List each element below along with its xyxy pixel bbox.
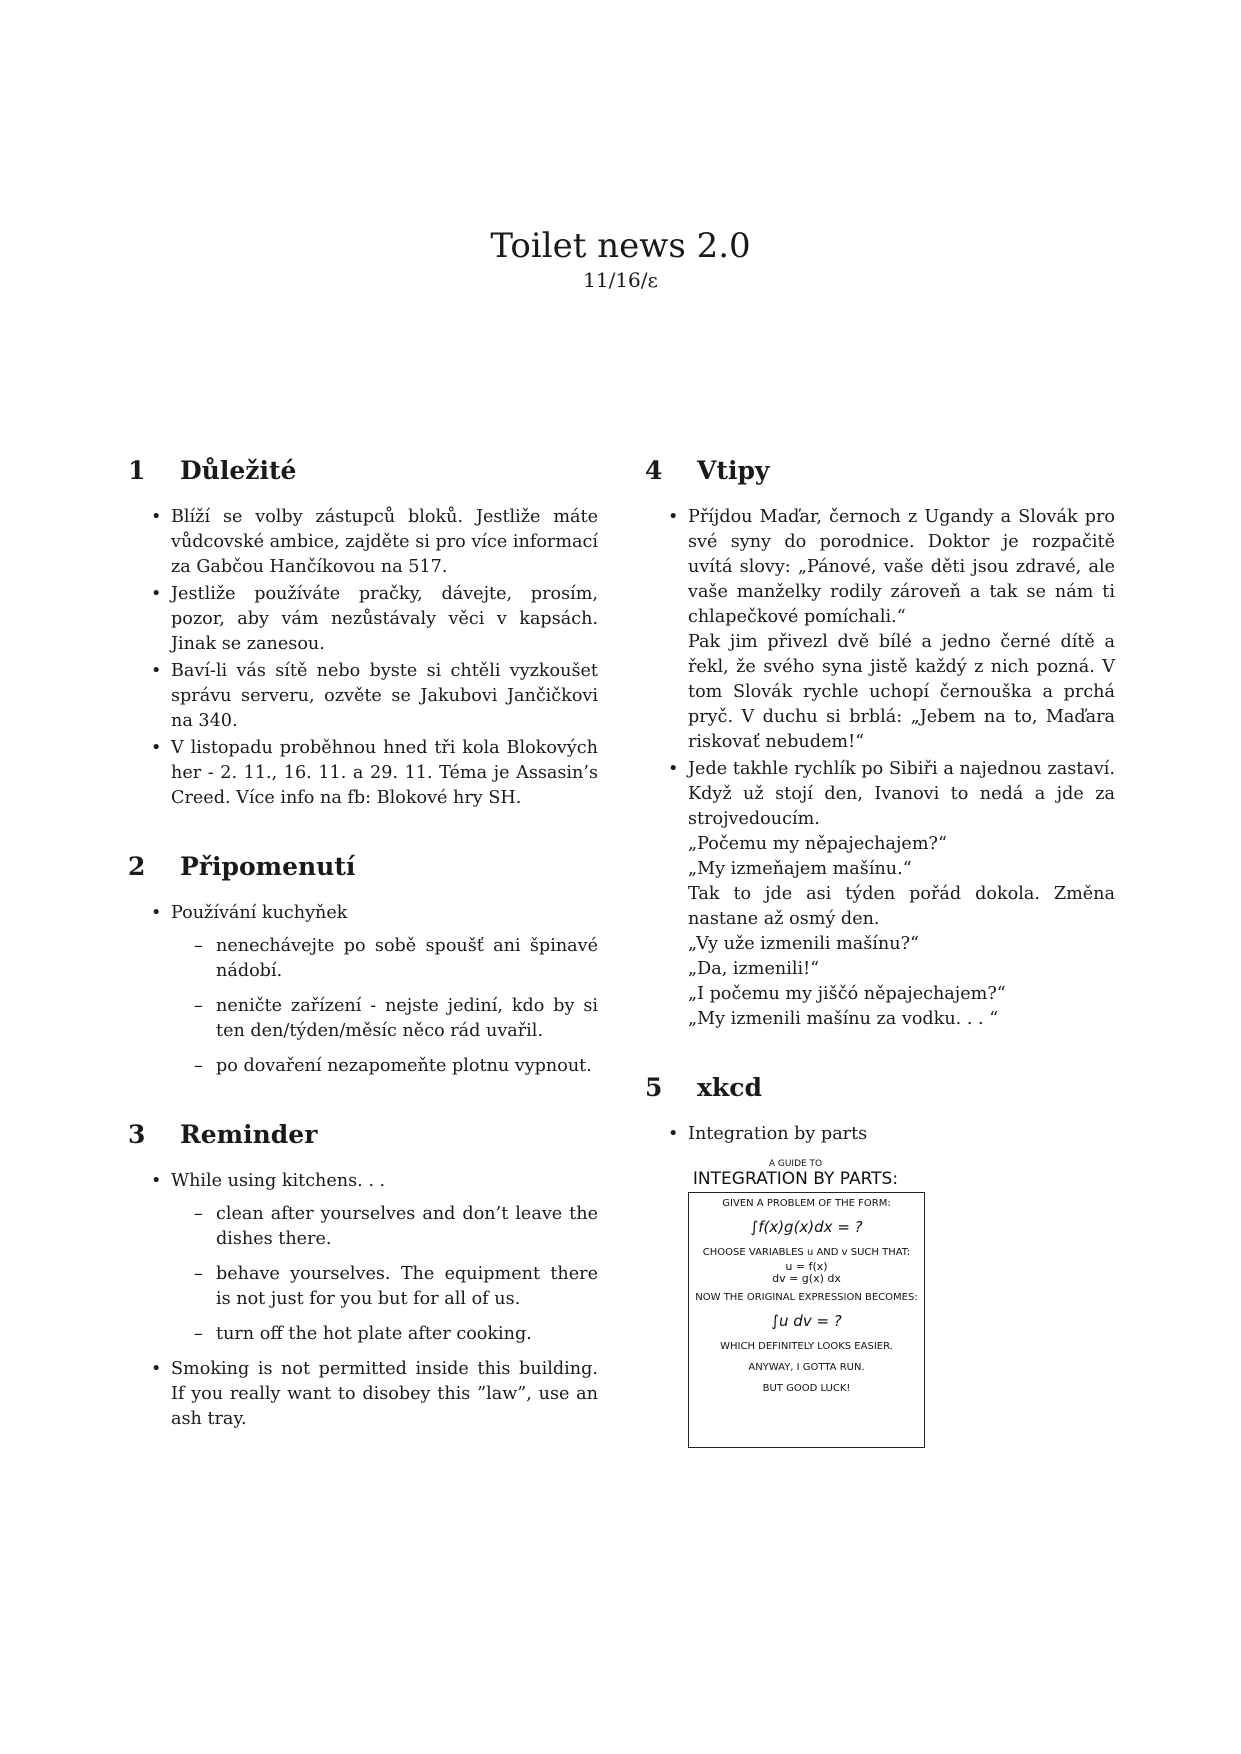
joke-item: [688, 757, 1115, 1032]
document-title: Toilet news 2.0: [490, 226, 751, 266]
comic-formula-line: u = f(x): [785, 1260, 828, 1273]
comic-text: GIVEN A PROBLEM OF THE FORM:: [722, 1198, 891, 1209]
comic-kicker: A GUIDE TO: [768, 1159, 823, 1169]
joke-item: [688, 505, 1115, 755]
list-item: • Smoking is not permitted inside this building. If you really want to disobey this ”law”, use an ash tray.: [171, 1357, 598, 1432]
comic-text: NOW THE ORIGINAL EXPRESSION BECOMES:: [695, 1292, 918, 1303]
joke-paragraph: Pak jim přivezl dvě bílé a jedno černé dítě a řekl, že svého syna jistě každý z nich pozná. V tom Slovák rychle uchopí černouška a prchá pryč. V duchu si brblá: „Jebem na to, Maďara riskovať nebudem!“: [688, 632, 1115, 752]
section-title: Vtipy: [697, 456, 770, 485]
sub-list: [171, 1202, 598, 1347]
comic-text: CHOOSE VARIABLES u AND v SUCH THAT:: [702, 1247, 911, 1258]
joke-line: „My izmenili mašínu za vodku. . . “: [688, 1009, 999, 1029]
list-item-text: Integration by parts: [688, 1124, 868, 1144]
section-heading: [128, 455, 598, 487]
bullet-list: [128, 1169, 598, 1432]
sub-list-item: – neničte zařízení - nejste jediní, kdo by si ten den/týden/měsíc něco rád uvařil.: [216, 994, 598, 1044]
section-title: xkcd: [697, 1073, 762, 1102]
comic-text: WHICH DEFINITELY LOOKS EASIER.: [720, 1341, 893, 1352]
right-column: [645, 455, 1115, 1488]
sub-list-item: – nenechávejte po sobě spoušť ani špinavé nádobí.: [216, 934, 598, 984]
list-item: [171, 901, 598, 1079]
joke-line: „Počemu my něpajechajem?“: [688, 834, 947, 854]
comic-formula: [689, 1261, 924, 1285]
sub-list-item: – turn off the hot plate after cooking.: [216, 1322, 598, 1347]
section-xkcd: [645, 1072, 1115, 1448]
joke-paragraph: • Příjdou Maďar, černoch z Ugandy a Slovák pro své syny do porodnice. Doktor je rozpačitě uvítá slovy: „Pánové, vaše děti jsou zdravé, ale vaše manželky rodily zároveň a tak se nám ti chlapečkové pomíchali.“: [688, 507, 1115, 627]
comic-heading: INTEGRATION BY PARTS:: [692, 1169, 899, 1189]
section-heading: [128, 851, 598, 883]
document-date: 11/16/ε: [583, 268, 658, 292]
sub-list-item: – clean after yourselves and don’t leave the dishes there.: [216, 1202, 598, 1252]
section-number: 3: [128, 1120, 146, 1149]
joke-paragraph: • Jede takhle rychlík po Sibiři a najednou zastaví. Když už stojí den, Ivanovi to nedá a jde za strojvedoucím.: [688, 759, 1115, 829]
section-vtipy: [645, 455, 1115, 1032]
list-item-text: While using kitchens. . .: [171, 1171, 386, 1191]
bullet-list: [128, 901, 598, 1079]
comic-text: ANYWAY, I GOTTA RUN.: [748, 1362, 865, 1373]
sub-list-item: – behave yourselves. The equipment there is not just for you but for all of us.: [216, 1262, 598, 1312]
list-item: • Blíží se volby zástupců bloků. Jestliže máte vůdcovské ambice, zajděte si pro více informací za Gabčou Hančíkovou na 517.: [171, 505, 598, 580]
section-heading: [645, 1072, 1115, 1104]
comic-formula: ∫f(x)g(x)dx = ?: [750, 1218, 863, 1236]
comic-formula-line: dv = g(x) dx: [772, 1272, 841, 1285]
comic-text: BUT GOOD LUCK!: [762, 1383, 851, 1394]
section-reminder: [128, 1119, 598, 1432]
section-heading: [128, 1119, 598, 1151]
section-number: 1: [128, 456, 146, 485]
left-column: [128, 455, 598, 1472]
joke-line: „Da, izmenili!“: [688, 959, 820, 979]
list-item: [171, 1169, 598, 1347]
comic-formula: ∫u dv = ?: [771, 1312, 842, 1330]
section-title: Důležité: [180, 456, 297, 485]
bullet-list: [645, 1122, 1115, 1448]
comic-panel: [688, 1192, 925, 1448]
sub-list-item: – po dovaření nezapomeňte plotnu vypnout.: [216, 1054, 598, 1079]
list-item: • V listopadu proběhnou hned tři kola Blokových her - 2. 11., 16. 11. a 29. 11. Téma je Assasin’s Creed. Více info na fb: Blokové hry SH.: [171, 736, 598, 811]
section-title: Připomenutí: [180, 852, 356, 881]
section-title: Reminder: [180, 1120, 318, 1149]
section-number: 5: [645, 1073, 663, 1102]
list-item: • Jestliže používáte pračky, dávejte, prosím, pozor, aby vám nezůstávaly věci v kapsách. Jinak se zanesou.: [171, 582, 598, 657]
section-pripomenuti: [128, 851, 598, 1079]
bullet-list: [128, 505, 598, 811]
joke-line: „I počemu my jiščó něpajechajem?“: [688, 984, 1006, 1004]
section-heading: [645, 455, 1115, 487]
xkcd-comic: [688, 1159, 928, 1448]
list-item-text: Používání kuchyňek: [171, 903, 348, 923]
section-number: 2: [128, 852, 146, 881]
list-item: • Baví-li vás sítě nebo byste si chtěli vyzkoušet správu serveru, ozvěte se Jakubovi Jančičkovi na 340.: [171, 659, 598, 734]
joke-line: „My izmeňajem mašínu.“: [688, 859, 912, 879]
joke-paragraph: Tak to jde asi týden pořád dokola. Změna nastane až osmý den.: [688, 884, 1115, 929]
section-number: 4: [645, 456, 663, 485]
joke-line: „Vy uže izmenili mašínu?“: [688, 934, 919, 954]
sub-list: [171, 934, 598, 1079]
section-dulezite: [128, 455, 598, 811]
bullet-list: [645, 505, 1115, 1032]
list-item: [688, 1122, 1115, 1448]
